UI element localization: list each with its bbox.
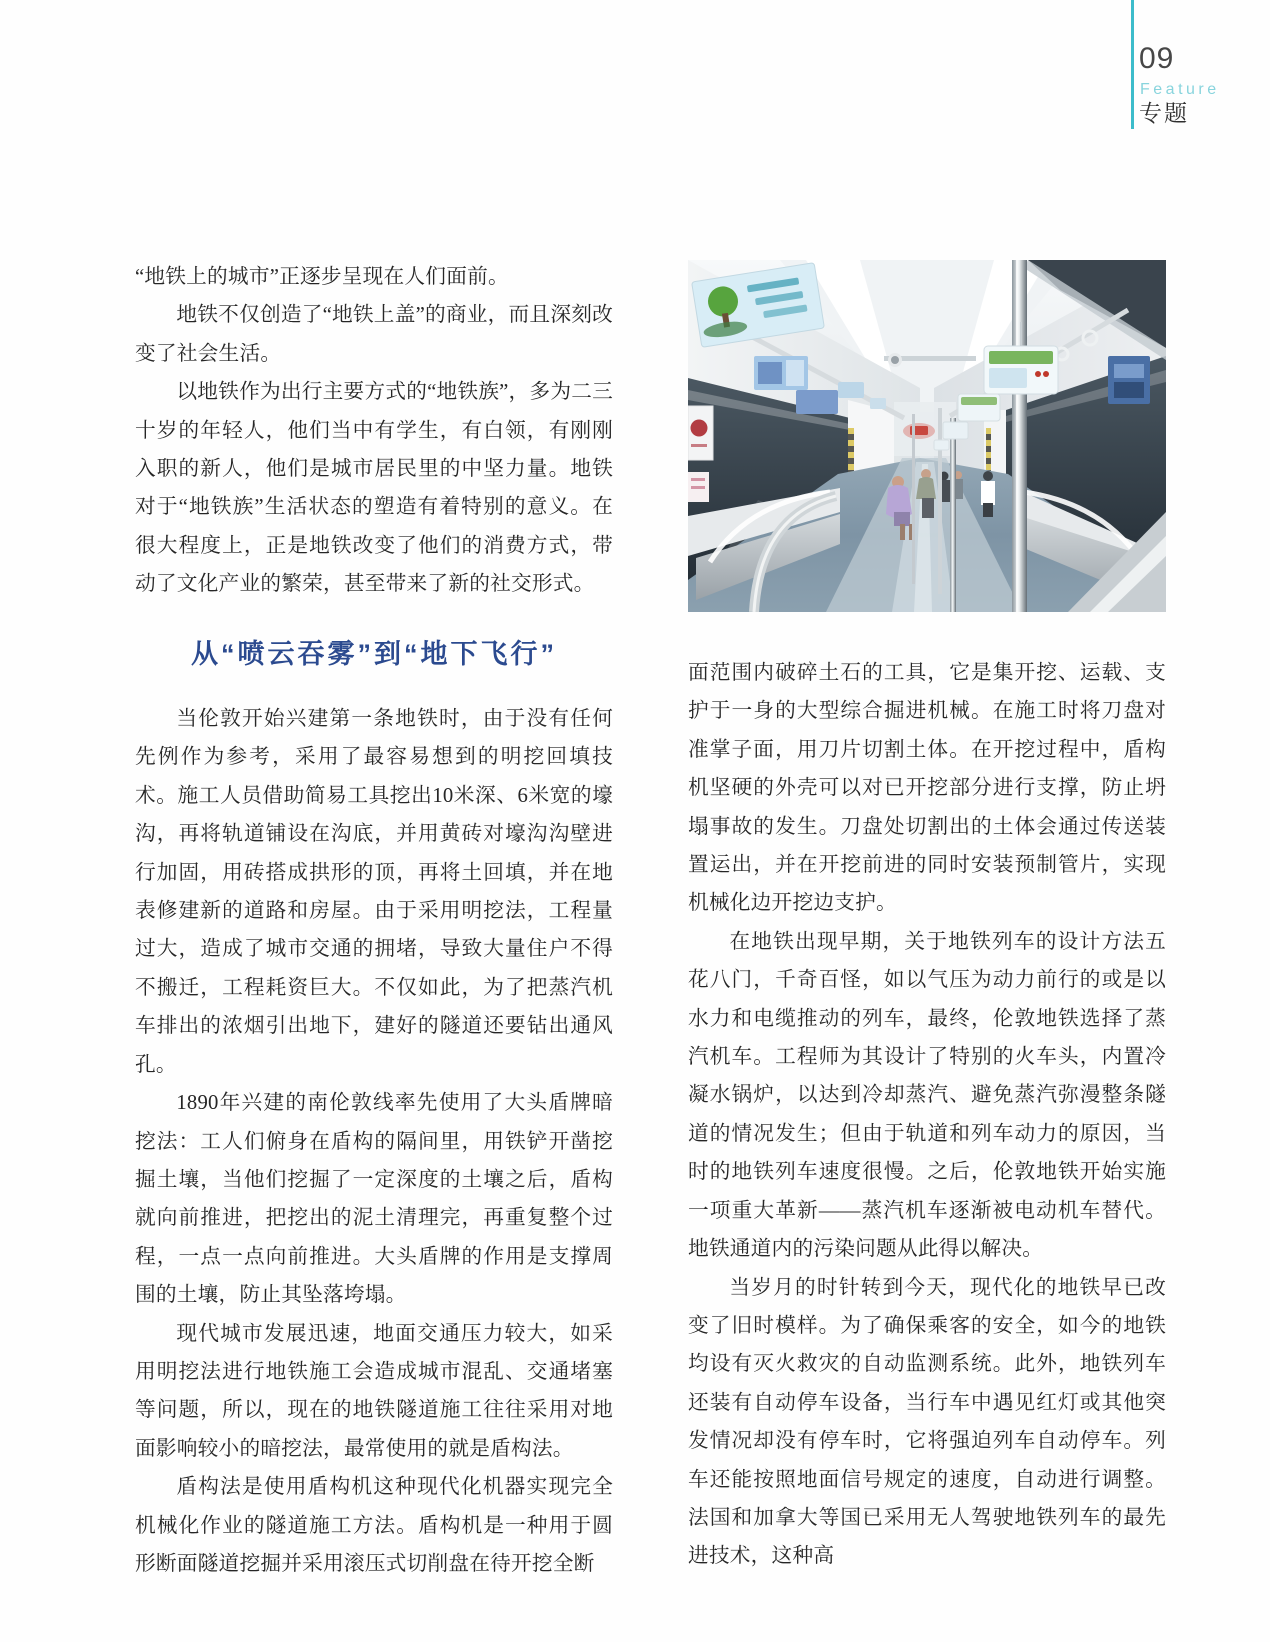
body-paragraph: 地铁不仅创造了“地铁上盖”的商业，而且深刻改变了社会生活。 xyxy=(135,304,613,365)
right-text-column xyxy=(688,654,1166,1576)
section-label-en: Feature xyxy=(1140,81,1220,98)
body-paragraph: 当岁月的时针转到今天，现代化的地铁早已改变了旧时模样。为了确保乘客的安全，如今的地铁均设有灭火救灾的自动监测系统。此外，地铁列车还装有自动停车设备，当行车中遇见红灯或其他突发情况却没有停车时，它将强迫列车自动停车。列车还能按照地面信号规定的速度，自动进行调整。法国和加拿大等国已采用无人驾驶地铁列车的最先进技术，这种高 xyxy=(688,1276,1166,1568)
body-paragraph: “地铁上的城市”正逐步呈现在人们面前。 xyxy=(135,266,509,288)
left-paragraphs-bottom xyxy=(135,700,613,1583)
header-accent-line xyxy=(1131,0,1134,129)
subway-interior-photo xyxy=(688,260,1166,612)
section-heading: 从“喷云吞雾”到“地下飞行” xyxy=(191,638,557,669)
body-paragraph: 在地铁出现早期，关于地铁列车的设计方法五花八门，千奇百怪，如以气压为动力前行的或是以水力和电缆推动的列车，最终，伦敦地铁选择了蒸汽机车。工程师为其设计了特别的火车头，内置冷凝水锅炉，以达到冷却蒸汽、避免蒸汽弥漫整条隧道的情况发生；但由于轨道和列车动力的原因，当时的地铁列车速度很慢。之后，伦敦地铁开始实施一项重大革新——蒸汽机车逐渐被电动机车替代。地铁通道内的污染问题从此得以解决。 xyxy=(688,930,1166,1261)
body-paragraph: 以地铁作为出行主要方式的“地铁族”，多为二三十岁的年轻人，他们当中有学生，有白领，有刚刚入职的新人，他们是城市居民里的中坚力量。地铁对于“地铁族”生活状态的塑造有着特别的意义。在很大程度上，正是地铁改变了他们的消费方式，带动了文化产业的繁荣，甚至带来了新的社交形式。 xyxy=(135,381,613,596)
body-paragraph: 1890年兴建的南伦敦线率先使用了大头盾牌暗挖法：工人们俯身在盾构的隔间里，用铁铲开凿挖掘土壤，当他们挖掘了一定深度的土壤之后，盾构就向前推进，把挖出的泥土清理完，再重复整个过程，一点一点向前推进。大头盾牌的作用是支撑周围的土壤，防止其坠落垮塌。 xyxy=(135,1092,613,1307)
section-label-zh: 专题 xyxy=(1139,100,1189,126)
body-paragraph: 盾构法是使用盾构机这种现代化机器实现完全机械化作业的隧道施工方法。盾构机是一种用于圆形断面隧道挖掘并采用滚压式切削盘在待开挖全断 xyxy=(135,1476,613,1575)
body-paragraph: 当伦敦开始兴建第一条地铁时，由于没有任何先例作为参考，采用了最容易想到的明挖回填技术。施工人员借助简易工具挖出10米深、6米宽的壕沟，再将轨道铺设在沟底，并用黄砖对壕沟沟壁进行加固，用砖搭成拱形的顶，再将土回填，并在地表修建新的道路和房屋。由于采用明挖法，工程量过大，造成了城市交通的拥堵，导致大量住户不得不搬迁，工程耗资巨大。不仅如此，为了把蒸汽机车排出的浓烟引出地下，建好的隧道还要钻出通风孔。 xyxy=(135,708,613,1076)
page-number: 09 xyxy=(1139,42,1175,75)
body-paragraph: 面范围内破碎土石的工具，它是集开挖、运载、支护于一身的大型综合掘进机械。在施工时将刀盘对准掌子面，用刀片切割土体。在开挖过程中，盾构机坚硬的外壳可以对已开挖部分进行支撑，防止坍塌事故的发生。刀盘处切割出的土体会通过传送装置运出，并在开挖前进的同时安装预制管片，实现机械化边开挖边支护。 xyxy=(688,662,1166,915)
body-paragraph: 现代城市发展迅速，地面交通压力较大，如采用明挖法进行地铁施工会造成城市混乱、交通堵塞等问题，所以，现在的地铁隧道施工往往采用对地面影响较小的暗挖法，最常使用的就是盾构法。 xyxy=(135,1322,613,1460)
left-paragraphs-top xyxy=(135,258,613,604)
left-text-column xyxy=(135,258,613,1583)
right-paragraphs xyxy=(688,654,1166,1576)
